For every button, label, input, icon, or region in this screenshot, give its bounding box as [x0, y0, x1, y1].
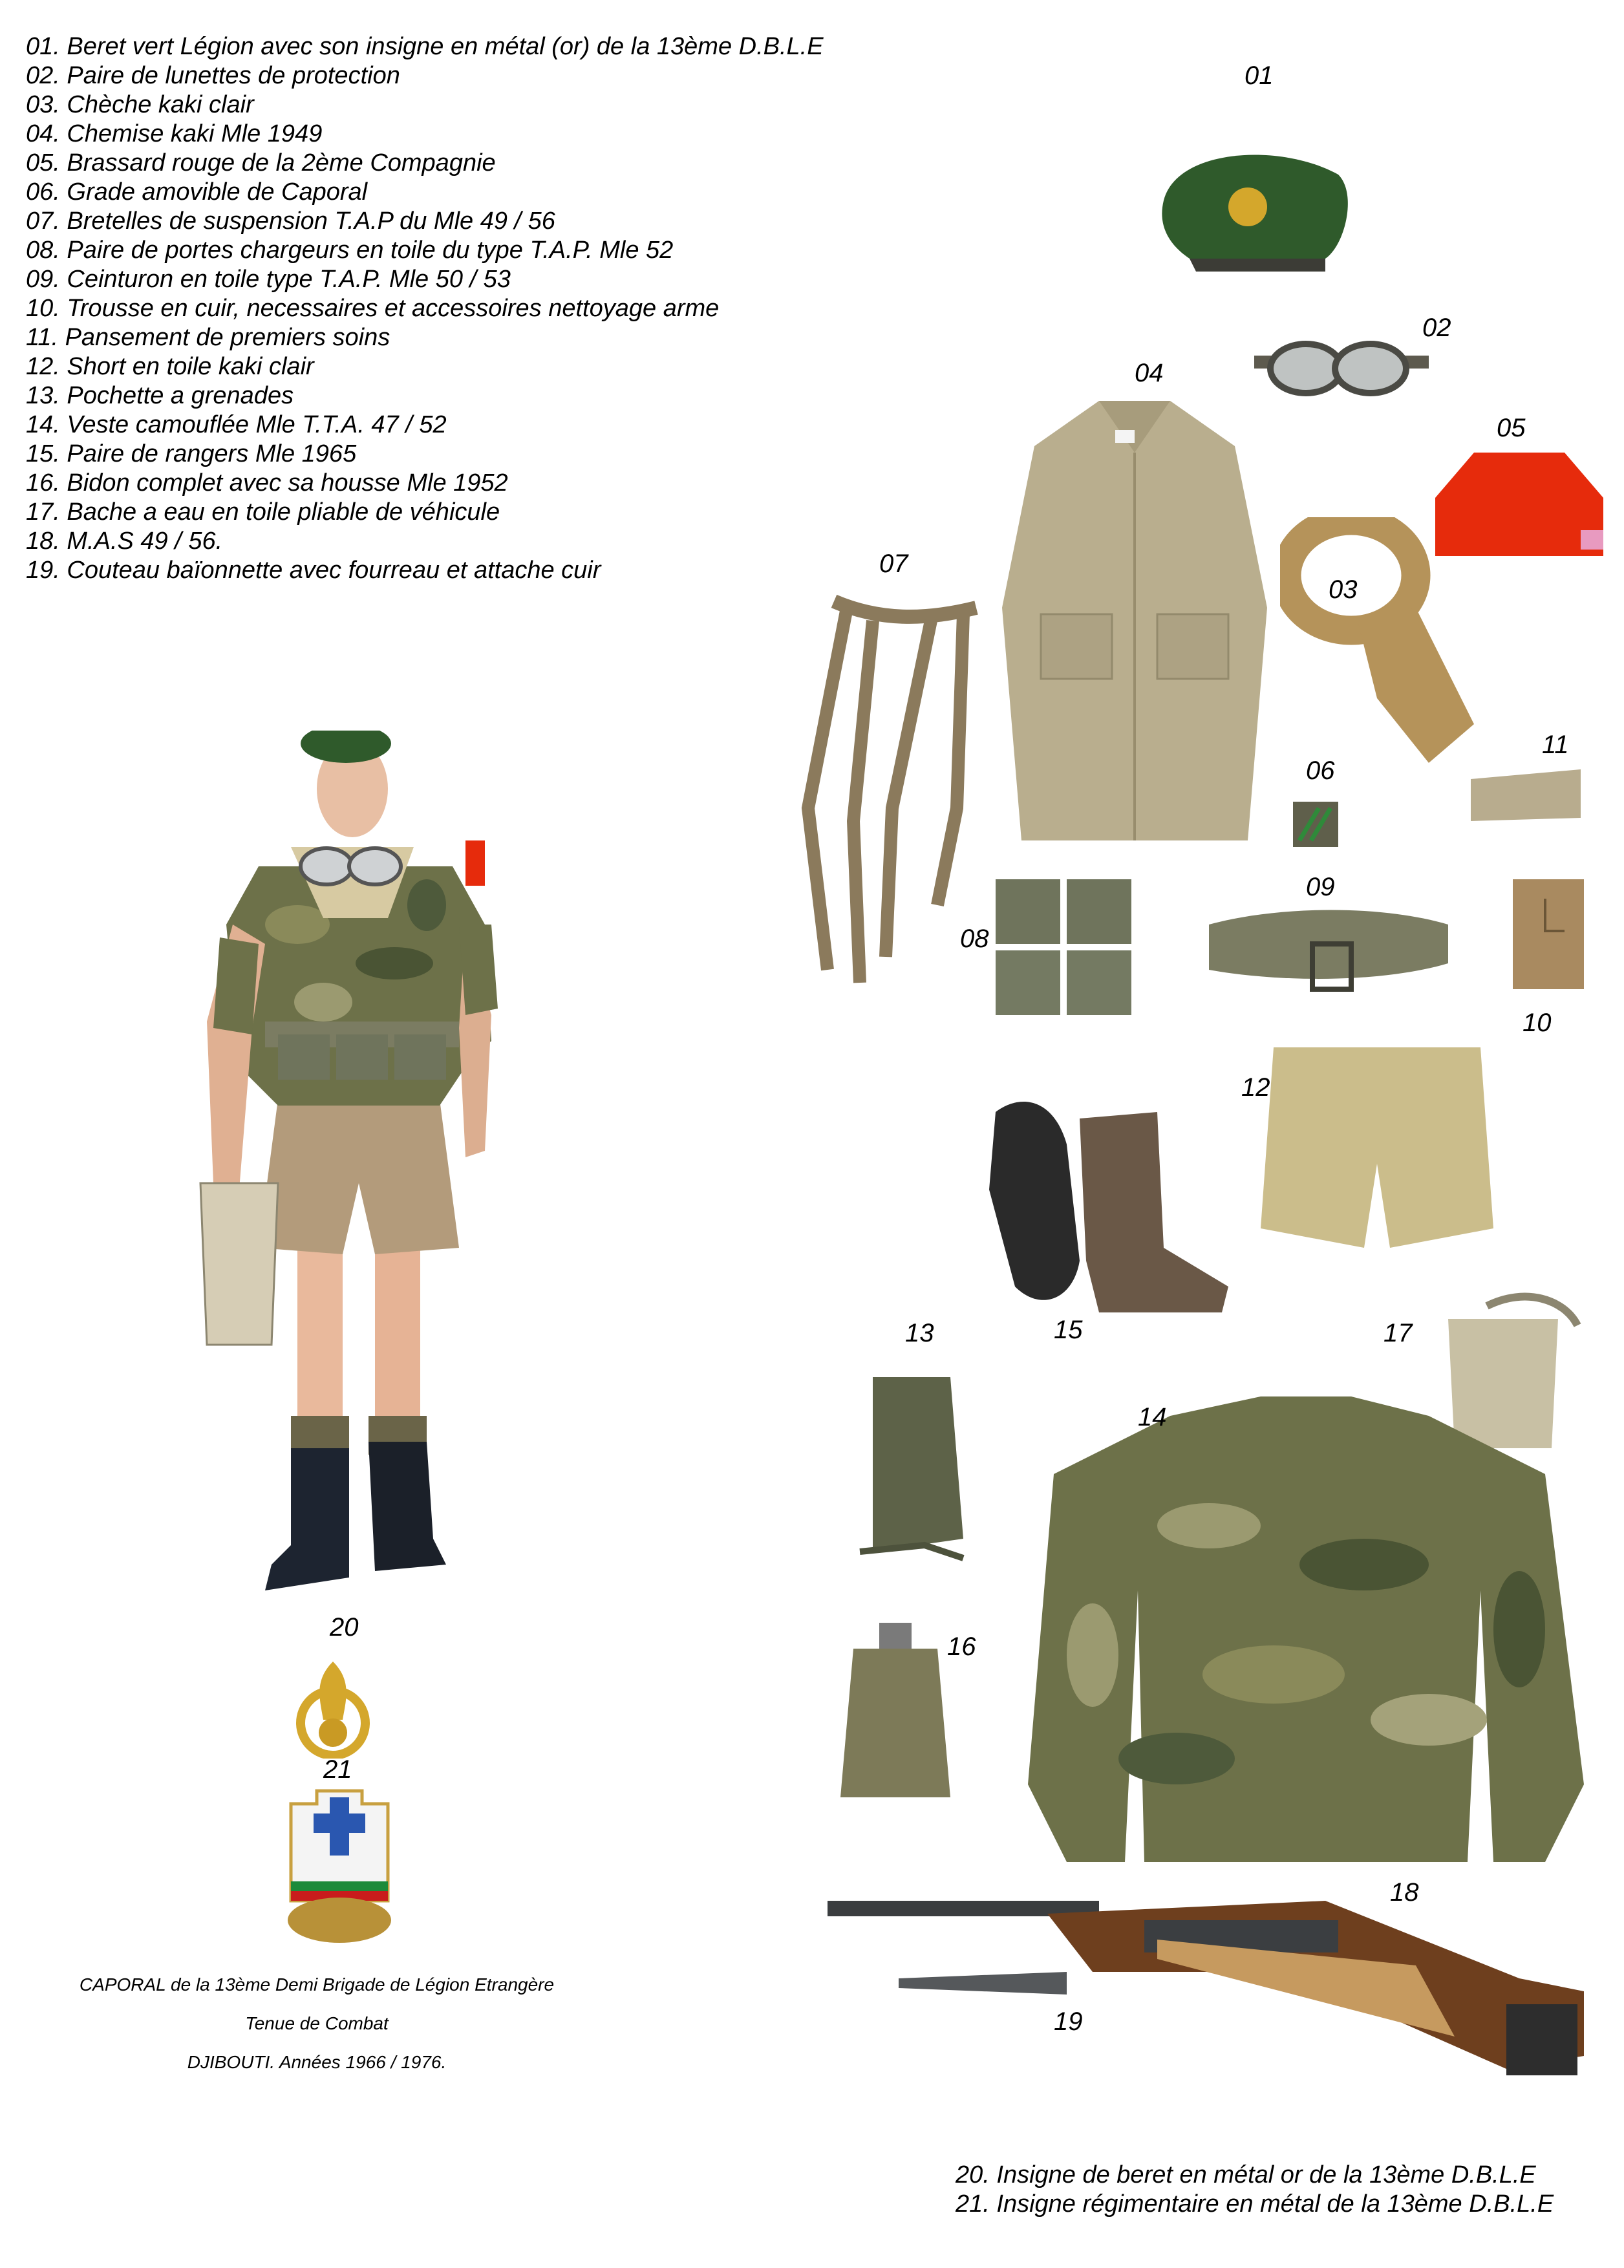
legend-item: 16. Bidon complet avec sa housse Mle 1952 [26, 469, 508, 497]
boots-item [970, 1093, 1241, 1325]
legend-item: 19. Couteau baïonnette avec fourreau et attache cuir [26, 557, 601, 584]
number-label: 11 [1542, 731, 1569, 759]
number-label: 16 [947, 1632, 976, 1661]
number-label: 19 [1054, 2007, 1083, 2036]
legend-item: 03. Chèche kaki clair [26, 91, 254, 118]
legend-item: 05. Brassard rouge de la 2ème Compagnie [26, 149, 496, 177]
rifle-item [821, 1875, 1590, 2088]
cleaning-kit-item [1506, 873, 1590, 996]
legend-item: 04. Chemise kaki Mle 1949 [26, 120, 323, 147]
mannequin-figure [181, 731, 517, 1603]
items-legend [26, 32, 824, 585]
legend-item: 10. Trousse en cuir, necessaires et accessoires nettoyage arme [26, 295, 720, 322]
shorts-item [1254, 1034, 1500, 1267]
number-label: 03 [1329, 575, 1358, 604]
number-label: 01 [1245, 61, 1274, 90]
number-label: 10 [1522, 1009, 1552, 1037]
legend-item: 09. Ceinturon en toile type T.A.P. Mle 50 / 53 [26, 266, 511, 293]
legend-item: 08. Paire de portes chargeurs en toile du type T.A.P. Mle 52 [26, 237, 674, 264]
caption-line: Tenue de Combat [245, 2013, 389, 2033]
legend-item: 15. Paire de rangers Mle 1965 [26, 440, 357, 467]
number-label: 07 [879, 550, 908, 578]
legend-item: 14. Veste camouflée Mle T.T.A. 47 / 52 [26, 411, 447, 438]
number-label: 04 [1135, 359, 1164, 387]
beret-item [1151, 136, 1358, 291]
camo-jacket-item [1015, 1396, 1597, 1881]
legend-item: 07. Bretelles de suspension T.A.P du Mle 49 / 56 [26, 208, 555, 235]
caption-line: CAPORAL de la 13ème Demi Brigade de Légion Etrangère [79, 1974, 555, 1995]
legend-item: 17. Bache a eau en toile pliable de véhicule [26, 498, 500, 526]
number-label: 13 [905, 1319, 934, 1347]
legend-item: 02. Paire de lunettes de protection [26, 62, 400, 89]
legend-item: 06. Grade amovible de Caporal [26, 178, 368, 206]
number-label: 09 [1306, 873, 1335, 901]
regimental-insignia [278, 1784, 401, 1946]
scarf-item [1280, 517, 1480, 776]
number-label: 02 [1422, 314, 1451, 342]
grenade-pouch-item [834, 1364, 1015, 1578]
legend-item: 11. Pansement de premiers soins [26, 324, 390, 351]
canteen-item [834, 1623, 957, 1810]
legend-item: 18. M.A.S 49 / 56. [26, 528, 223, 555]
legend-item: 21. Insigne régimentaire en métal de la 13ème D.B.L.E [956, 2190, 1554, 2218]
legend-item: 20. Insigne de beret en métal or de la 13ème D.B.L.E [956, 2161, 1536, 2188]
legend-item: 01. Beret vert Légion avec son insigne en métal (or) de la 13ème D.B.L.E [26, 33, 824, 60]
magazine-pouches-item [989, 873, 1144, 1022]
rank-insignia-item [1293, 802, 1338, 847]
number-label: 20 [330, 1613, 359, 1642]
figure-caption [0, 1965, 634, 2082]
belt-item [1202, 899, 1455, 1002]
number-label: 15 [1054, 1316, 1083, 1344]
caption-line: DJIBOUTI. Années 1966 / 1976. [187, 2052, 447, 2072]
number-label: 14 [1138, 1403, 1167, 1431]
number-label: 08 [960, 925, 989, 953]
number-label: 21 [323, 1755, 352, 1784]
number-label: 18 [1390, 1878, 1419, 1907]
goggles-item [1254, 330, 1429, 407]
shirt-item [989, 401, 1280, 853]
number-label: 06 [1306, 756, 1335, 785]
insignia-legend [956, 2161, 1554, 2219]
number-label: 12 [1241, 1073, 1270, 1102]
legend-item: 13. Pochette a grenades [26, 382, 294, 409]
legend-item: 12. Short en toile kaki clair [26, 353, 314, 380]
number-label: 17 [1384, 1319, 1413, 1347]
bandage-item [1468, 766, 1584, 824]
number-label: 05 [1497, 414, 1526, 442]
beret-badge-insignia [288, 1662, 378, 1759]
